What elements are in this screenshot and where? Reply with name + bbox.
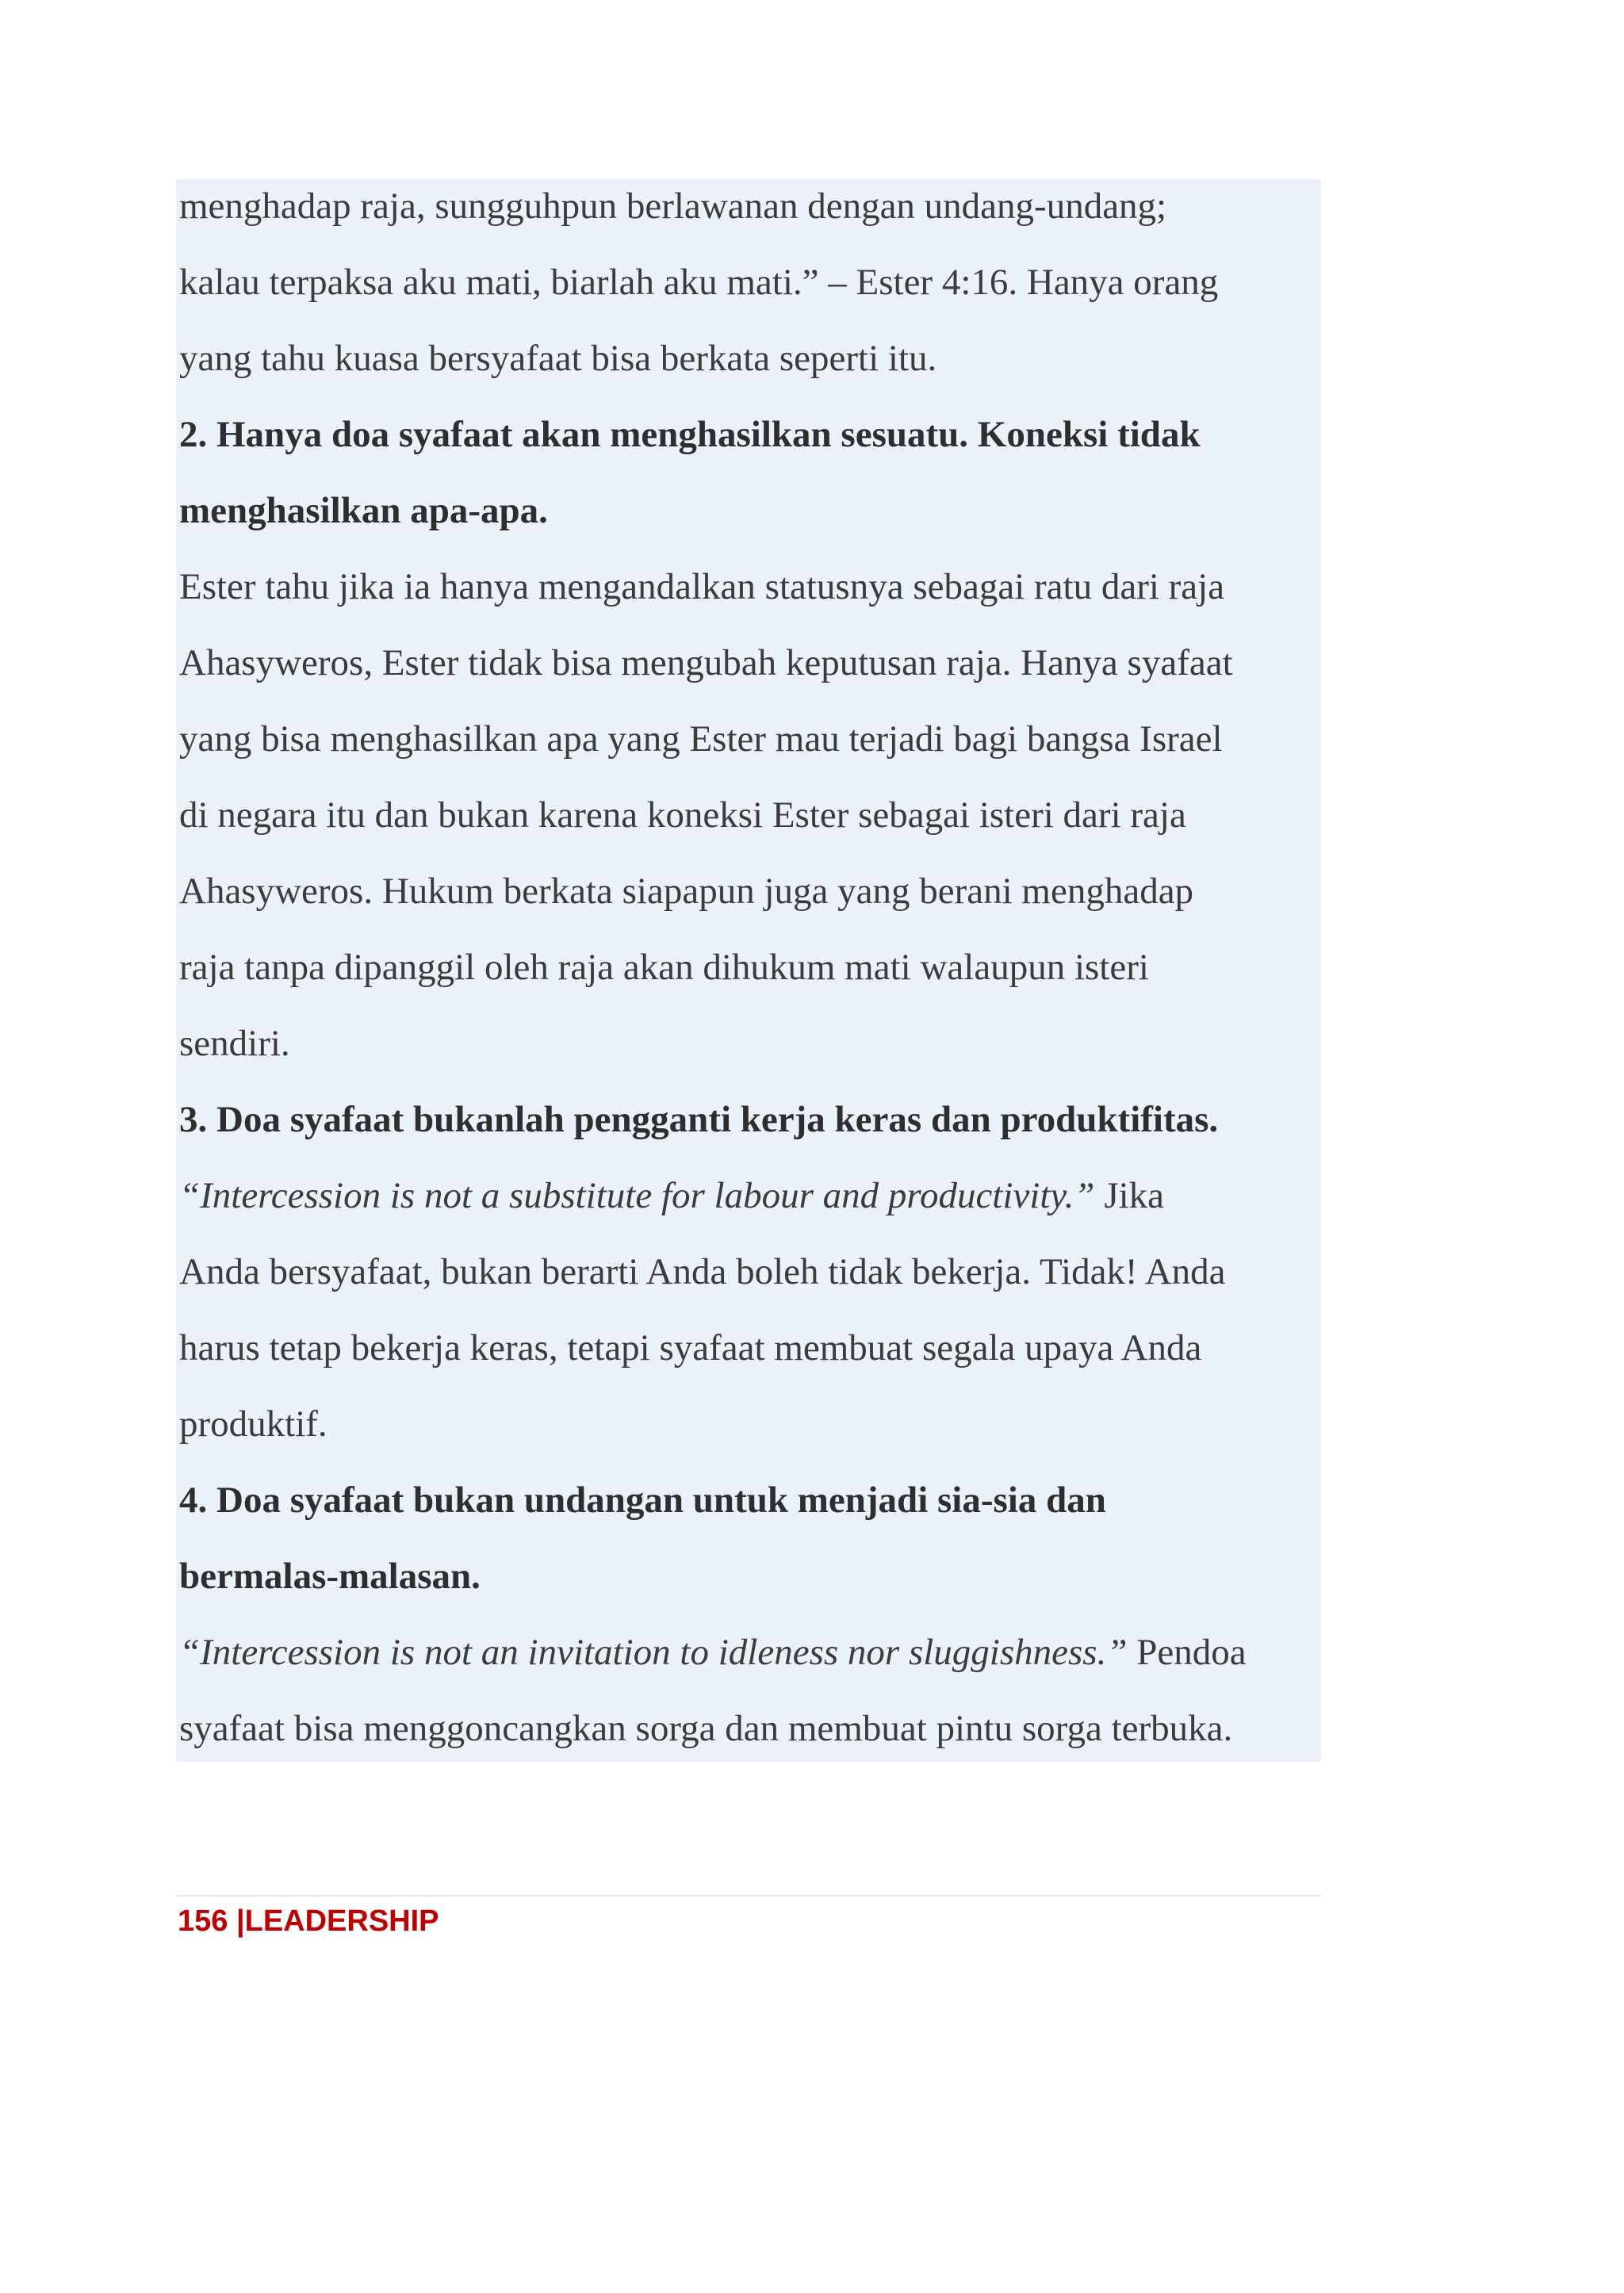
- point-4-heading: 4. Doa syafaat bukan undangan untuk menjadi sia-sia dan: [179, 1480, 1106, 1521]
- paragraph-line: Ahasyweros, Ester tidak bisa mengubah keputusan raja. Hanya syafaat: [179, 642, 1233, 683]
- paragraph-line: Ester tahu jika ia hanya mengandalkan statusnya sebagai ratu dari raja: [179, 566, 1225, 607]
- point-2-heading: menghasilkan apa-apa.: [179, 490, 548, 531]
- point-4-heading: bermalas-malasan.: [179, 1556, 481, 1597]
- footer-separator: |: [228, 1904, 245, 1938]
- quote-line: [179, 1173, 1164, 1218]
- paragraph-line: yang tahu kuasa bersyafaat bisa berkata seperti itu.: [179, 338, 937, 379]
- page-number: 156: [178, 1904, 228, 1938]
- paragraph-line: harus tetap bekerja keras, tetapi syafaat membuat segala upaya Anda: [179, 1327, 1202, 1369]
- paragraph-line: menghadap raja, sungguhpun berlawanan dengan undang-undang;: [179, 186, 1167, 227]
- english-quote: “Intercession is not a substitute for labour and productivity.”: [179, 1175, 1095, 1216]
- paragraph-line: sendiri.: [179, 1023, 290, 1064]
- paragraph-line: kalau terpaksa aku mati, biarlah aku mati.” – Ester 4:16. Hanya orang: [179, 262, 1219, 303]
- page-footer: [178, 1901, 439, 1941]
- paragraph-line: yang bisa menghasilkan apa yang Ester mau terjadi bagi bangsa Israel: [179, 718, 1223, 760]
- footer-divider: [176, 1895, 1321, 1897]
- quote-tail: Jika: [1094, 1175, 1165, 1216]
- paragraph-line: Anda bersyafaat, bukan berarti Anda boleh tidak bekerja. Tidak! Anda: [179, 1251, 1226, 1292]
- highlighted-text-block: [176, 179, 1321, 1762]
- english-quote: “Intercession is not an invitation to idleness nor sluggishness.”: [179, 1632, 1128, 1673]
- quote-tail: Pendoa: [1127, 1632, 1247, 1673]
- paragraph-line: Ahasyweros. Hukum berkata siapapun juga yang berani menghadap: [179, 871, 1194, 912]
- section-title: LEADERSHIP: [244, 1904, 439, 1938]
- paragraph-line: syafaat bisa menggoncangkan sorga dan membuat pintu sorga terbuka.: [179, 1708, 1233, 1749]
- point-2-heading: 2. Hanya doa syafaat akan menghasilkan sesuatu. Koneksi tidak: [179, 414, 1201, 455]
- paragraph-line: produktif.: [179, 1403, 327, 1445]
- quote-line: [179, 1630, 1247, 1675]
- paragraph-line: raja tanpa dipanggil oleh raja akan dihukum mati walaupun isteri: [179, 947, 1149, 988]
- paragraph-line: di negara itu dan bukan karena koneksi Ester sebagai isteri dari raja: [179, 794, 1186, 836]
- point-3-heading: 3. Doa syafaat bukanlah pengganti kerja keras dan produktifitas.: [179, 1099, 1219, 1140]
